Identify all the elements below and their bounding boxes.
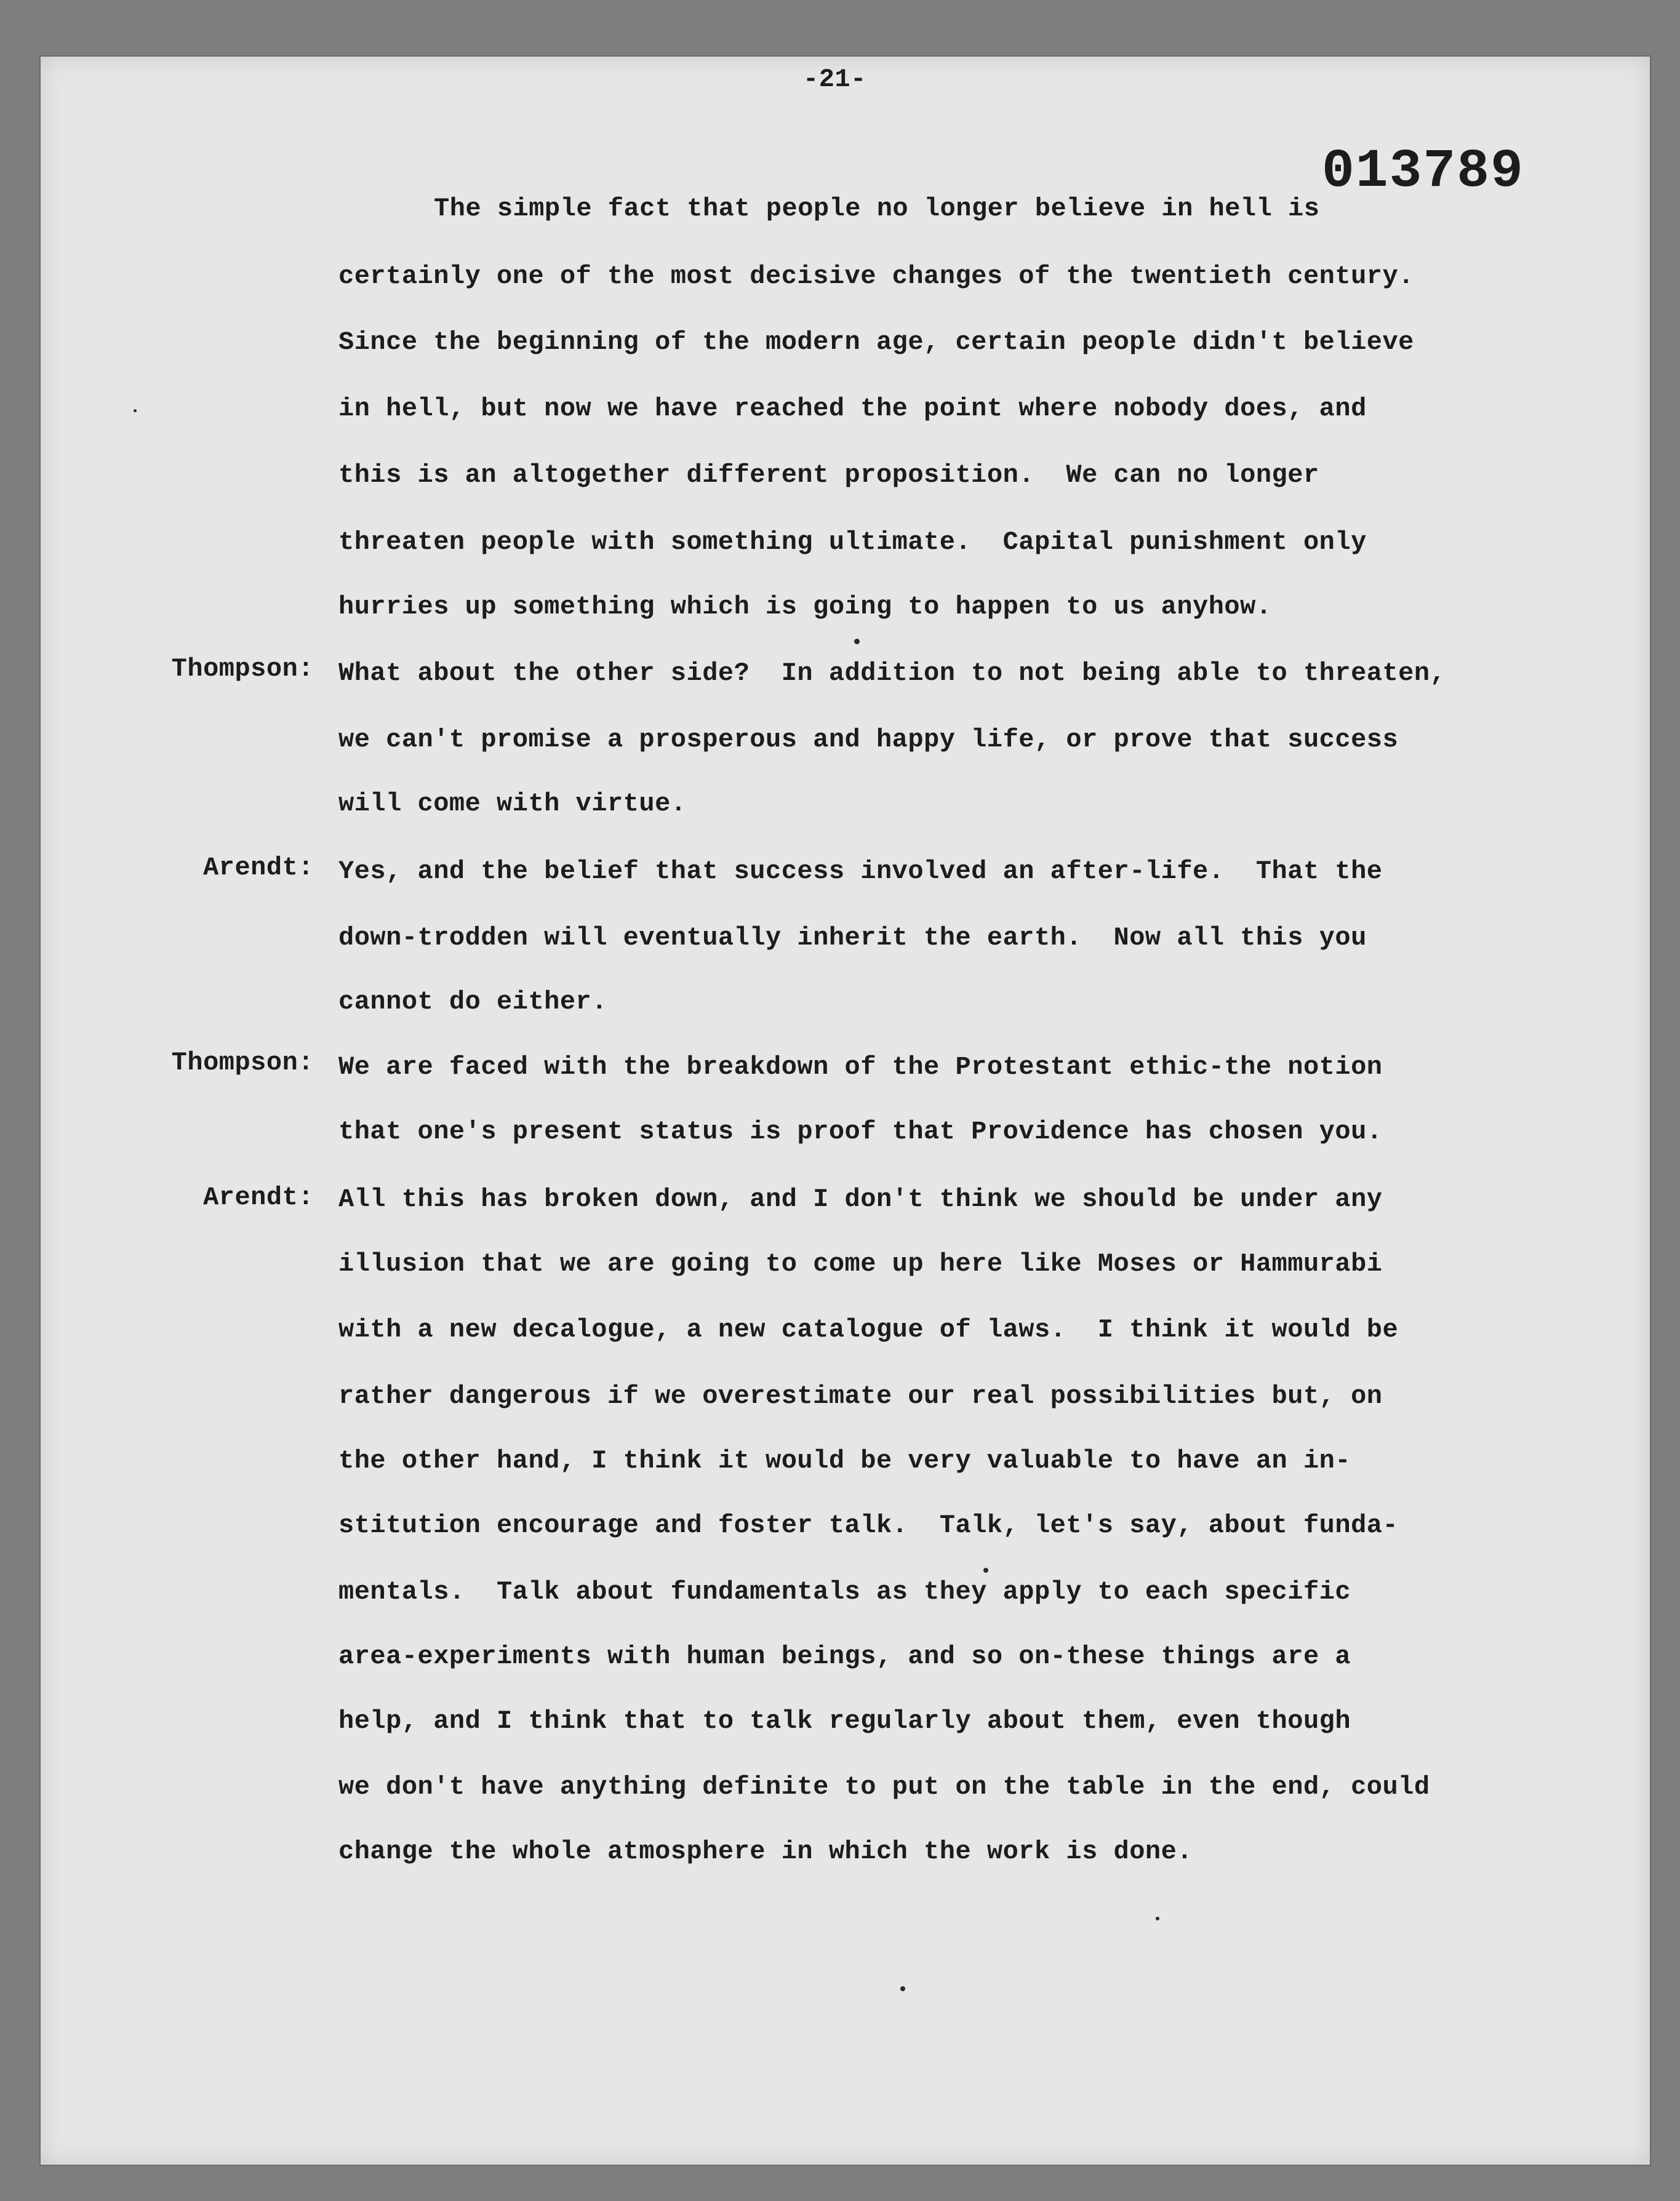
- text-line: illusion that we are going to come up here like Moses or Hammurabi: [338, 1249, 1383, 1279]
- text-line: certainly one of the most decisive changes of the twentieth century.: [338, 262, 1414, 291]
- text-line: rather dangerous if we overestimate our real possibilities but, on: [338, 1381, 1383, 1411]
- text-line: mentals. Talk about fundamentals as they apply to each specific: [338, 1577, 1351, 1607]
- text-line: in hell, but now we have reached the point where nobody does, and: [338, 394, 1367, 423]
- text-line: The simple fact that people no longer believe in hell is: [434, 194, 1320, 223]
- text-line: cannot do either.: [338, 987, 607, 1017]
- text-line: with a new decalogue, a new catalogue of laws. I think it would be: [338, 1315, 1399, 1344]
- page-number: -21-: [803, 65, 866, 94]
- text-line: Yes, and the belief that success involved an after-life. That the: [338, 857, 1383, 886]
- text-line: What about the other side? In addition to not being able to threaten,: [338, 658, 1446, 688]
- paper-speck: [854, 639, 860, 644]
- text-line: down-trodden will eventually inherit the earth. Now all this you: [338, 923, 1367, 953]
- paper-speck: [1156, 1917, 1159, 1920]
- text-line: We are faced with the breakdown of the Protestant ethic-the notion: [338, 1052, 1383, 1082]
- text-line: threaten people with something ultimate. Capital punishment only: [338, 527, 1367, 557]
- paper-speck: [900, 1986, 905, 1991]
- text-line: will come with virtue.: [338, 789, 687, 818]
- text-line: the other hand, I think it would be very valuable to have an in-: [338, 1446, 1351, 1476]
- text-line: we don't have anything definite to put on the table in the end, could: [338, 1772, 1430, 1802]
- speaker-label: Thompson:: [171, 654, 314, 684]
- text-line: help, and I think that to talk regularly about them, even though: [338, 1706, 1351, 1736]
- speaker-label: Arendt:: [203, 853, 314, 882]
- text-line: we can't promise a prosperous and happy life, or prove that success: [338, 725, 1399, 754]
- text-line: All this has broken down, and I don't think we should be under any: [338, 1184, 1383, 1214]
- text-line: change the whole atmosphere in which the work is done.: [338, 1837, 1193, 1866]
- text-line: stitution encourage and foster talk. Talk, let's say, about funda-: [338, 1511, 1399, 1540]
- paper-speck: [983, 1568, 988, 1573]
- speaker-label: Thompson:: [171, 1048, 314, 1077]
- speaker-label: Arendt:: [203, 1183, 314, 1212]
- text-line: that one's present status is proof that Providence has chosen you.: [338, 1117, 1383, 1146]
- document-id-stamp: 013789: [1322, 142, 1524, 202]
- text-line: Since the beginning of the modern age, certain people didn't believe: [338, 327, 1414, 357]
- text-line: area-experiments with human beings, and so on-these things are a: [338, 1642, 1351, 1671]
- paper-speck: [134, 409, 137, 412]
- text-line: hurries up something which is going to happen to us anyhow.: [338, 592, 1272, 621]
- text-line: this is an altogether different proposition. We can no longer: [338, 460, 1319, 490]
